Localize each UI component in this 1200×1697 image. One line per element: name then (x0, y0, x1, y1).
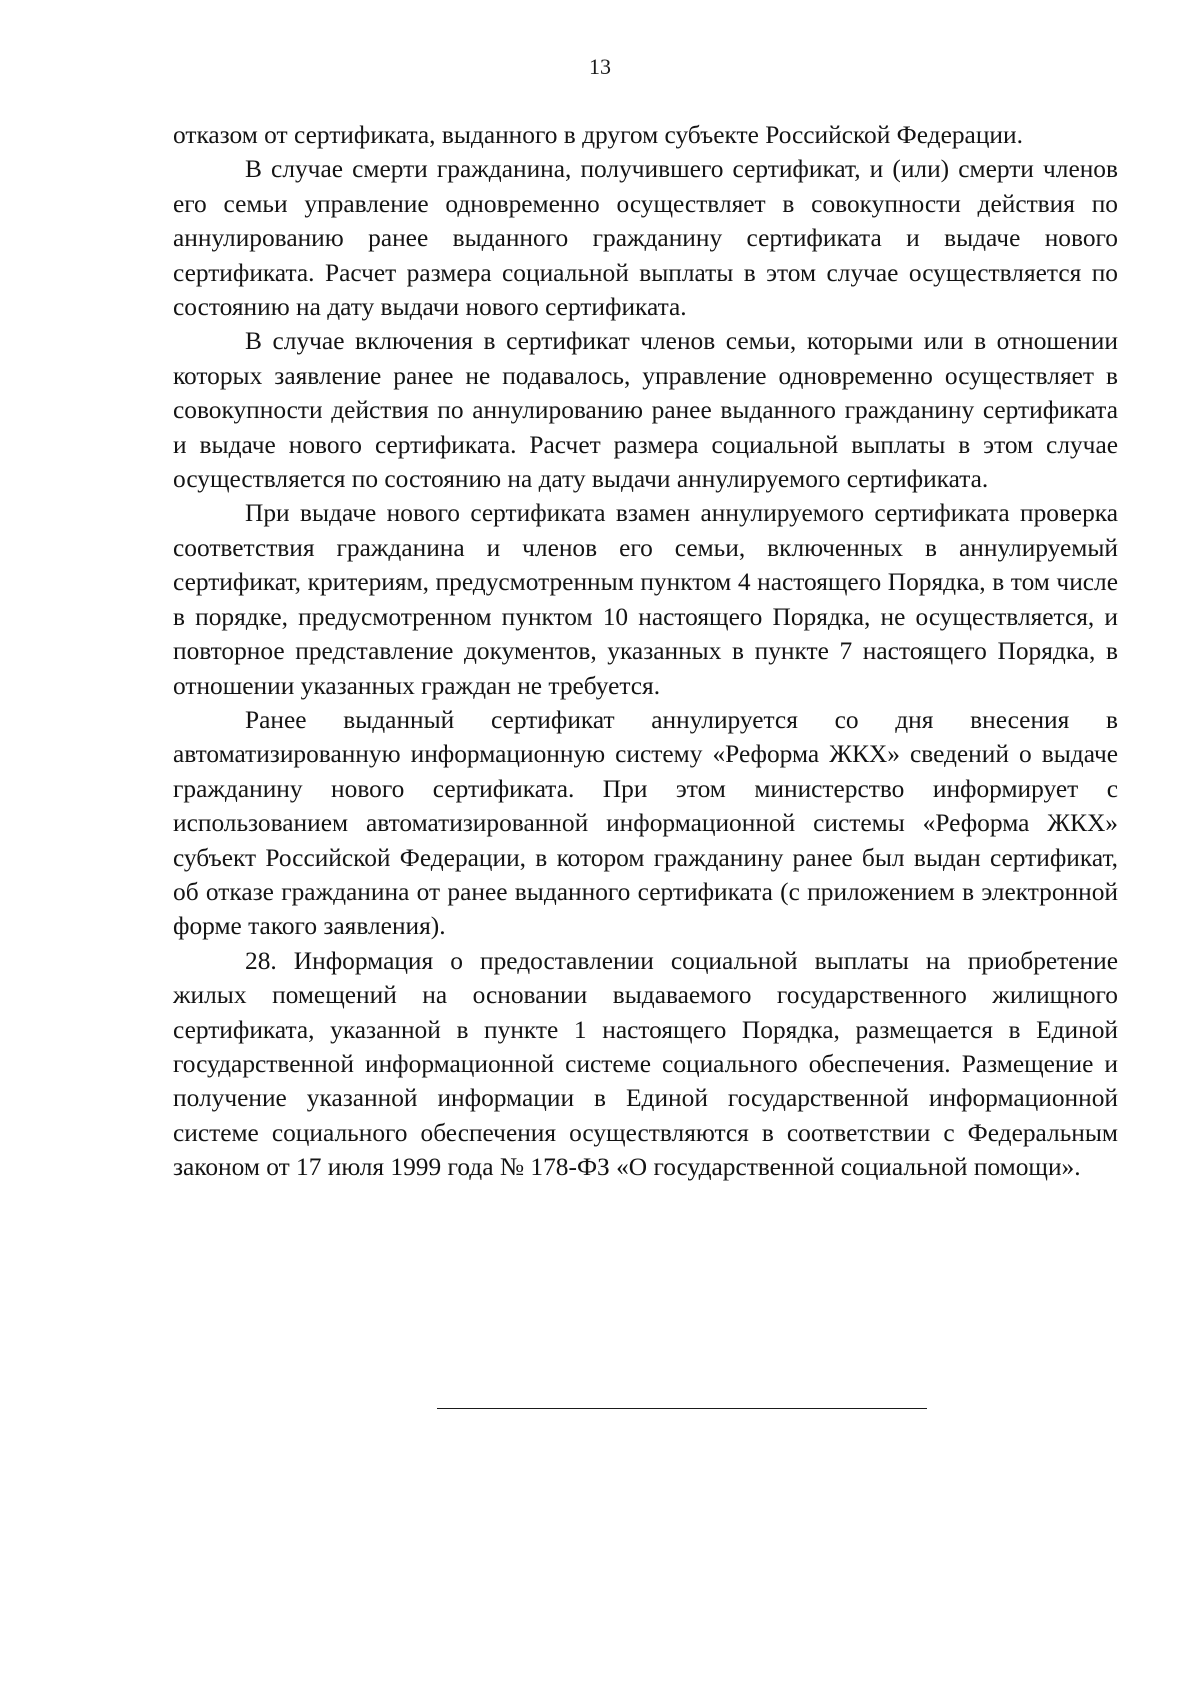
paragraph-family-inclusion: В случае включения в сертификат членов семьи, которыми или в отношении которых заявление ранее не подавалось, управление одновременно осуществляет в совокупности действия по аннулированию ранее выданного гражданину сертификата и выдаче нового сертификата. Расчет размера социальной выплаты в этом случае осуществляется по состоянию на дату выдачи аннулируемого сертификата. (173, 327, 1118, 494)
document-body (173, 118, 1118, 1185)
page-number: 13 (589, 54, 611, 79)
end-of-document-rule (437, 1408, 927, 1409)
paragraph-new-certificate-check: При выдаче нового сертификата взамен аннулируемого сертификата проверка соответствия гражданина и членов его семьи, включенных в аннулируемый сертификат, критериям, предусмотренным пунктом 4 настоящего Порядка, в том числе в порядке, предусмотренном пунктом 10 настоящего Порядка, не осуществляется, и повторное представление документов, указанных в пункте 7 настоящего Порядка, в отношении указанных граждан не требуется. (173, 499, 1118, 700)
paragraph-death-of-citizen: В случае смерти гражданина, получившего сертификат, и (или) смерти членов его семьи управление одновременно осуществляет в совокупности действия по аннулированию ранее выданного гражданину сертификата и выдаче нового сертификата. Расчет размера социальной выплаты в этом случае осуществляется по состоянию на дату выдачи нового сертификата. (173, 155, 1118, 322)
paragraph-continuation: отказом от сертификата, выданного в другом субъекте Российской Федерации. (173, 121, 1023, 149)
paragraph-item-28: 28. Информация о предоставлении социальной выплаты на приобретение жилых помещений на основании выдаваемого государственного жилищного сертификата, указанной в пункте 1 настоящего Порядка, размещается в Единой государственной информационной системе социального обеспечения. Размещение и получение указанной информации в Единой государственной информационной системе социального обеспечения осуществляются в соответствии с Федеральным законом от 17 июля 1999 года № 178-ФЗ «О государственной социальной помощи». (173, 946, 1118, 1182)
paragraph-annulment: Ранее выданный сертификат аннулируется со дня внесения в автоматизированную информационную систему «Реформа ЖКХ» сведений о выдаче гражданину нового сертификата. При этом министерство информирует с использованием автоматизированной информационной системы «Реформа ЖКХ» субъект Российской Федерации, в котором гражданину ранее был выдан сертификат, об отказе гражданина от ранее выданного сертификата (с приложением в электронной форме такого заявления). (173, 705, 1118, 941)
